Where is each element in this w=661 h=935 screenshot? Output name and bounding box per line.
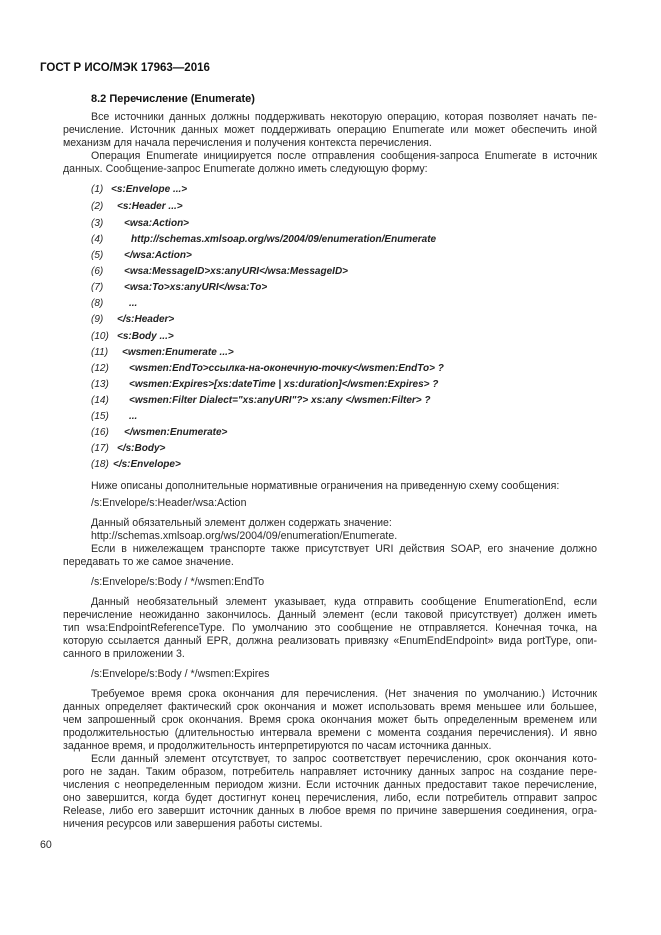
- paragraph-line: санного в приложении 3.: [63, 648, 185, 660]
- paragraph-line: Данный необязательный элемент указывает, куда отправить сообщение EnumerationEnd, если: [91, 596, 597, 608]
- code-line-number: (8): [91, 298, 104, 309]
- code-line-number: (7): [91, 282, 104, 293]
- code-line: [91, 362, 444, 375]
- constraints-intro: Ниже описаны дополнительные нормативные ограничения на приведенную схему сообщения:: [91, 480, 560, 492]
- code-line-text: ...: [129, 298, 138, 309]
- code-line: [91, 313, 174, 326]
- code-line-number: (15): [91, 411, 109, 422]
- section-heading: 8.2 Перечисление (Enumerate): [91, 93, 255, 105]
- code-line-number: (3): [91, 218, 104, 229]
- code-line-text: </wsa:Action>: [124, 250, 192, 261]
- code-line: [91, 217, 189, 230]
- paragraph-line: Данный обязательный элемент должен содержать значение:: [91, 517, 392, 529]
- code-line-number: (5): [91, 250, 104, 261]
- code-line-text: <s:Header ...>: [117, 201, 183, 212]
- paragraph-line: механизм для начала перечисления и получения контекста перечисления.: [63, 137, 432, 149]
- code-line: [91, 183, 187, 196]
- code-line: [91, 394, 431, 407]
- paragraph-line: чем запрошенный срок окончания. Время срока окончания может быть определенным временем или: [63, 714, 597, 726]
- code-line-text: ...: [129, 411, 138, 422]
- page-number: 60: [40, 839, 52, 851]
- code-line-text: <wsmen:Enumerate ...>: [122, 347, 234, 358]
- code-line-number: (1): [91, 184, 104, 195]
- paragraph-line: заданное время, и продолжительность интерпретируются по часам источника данных.: [63, 740, 492, 752]
- code-line: [91, 297, 137, 310]
- document-header: ГОСТ Р ИСО/МЭК 17963—2016: [40, 62, 210, 74]
- paragraph-line: продолжительностью (длительностью интервала времени с момента создания перечисления). И явно: [63, 727, 597, 739]
- code-line-number: (9): [91, 314, 104, 325]
- code-line: [91, 330, 174, 343]
- code-line-text: </wsmen:Enumerate>: [124, 427, 228, 438]
- code-line: [91, 410, 137, 423]
- code-line-number: (4): [91, 234, 104, 245]
- code-line-text: </s:Body>: [117, 443, 166, 454]
- paragraph-line: Все источники данных должны поддерживать некоторую операцию, которая позволяет начать пе-: [91, 111, 597, 123]
- xpath-endto: /s:Envelope/s:Body / */wsmen:EndTo: [91, 576, 265, 588]
- paragraph-line: оно завершится, когда будет достигнут конец перечисления, либо, если потребитель отправит запрос: [63, 792, 597, 804]
- paragraph-line: ничения ресурсов или завершения работы системы.: [63, 818, 323, 830]
- paragraph-line: числения с неопределенным периодом жизни. Если источник данных предоставит такое перечисление,: [63, 779, 597, 791]
- code-line-text: <wsa:MessageID>xs:anyURI</wsa:MessageID>: [124, 266, 348, 277]
- code-line-text: <wsa:Action>: [124, 218, 190, 229]
- paragraph-line: которую ссылается данный EPR, должна реализовать привязку «EnumEndEndpoint» вида portType, опи-: [63, 635, 597, 647]
- paragraph-line: Операция Enumerate инициируется после отправления сообщения-запроса Enumerate в источник: [91, 150, 597, 162]
- paragraph-line: Если в нижележащем транспорте также присутствует URI действия SOAP, его значение должно: [91, 543, 597, 555]
- code-line-number: (12): [91, 363, 109, 374]
- code-line-number: (10): [91, 331, 109, 342]
- code-line-number: (16): [91, 427, 109, 438]
- paragraph-line: данных. Сообщение-запрос Enumerate должно иметь следующую форму:: [63, 163, 428, 175]
- code-line-text: http://schemas.xmlsoap.org/ws/2004/09/enumeration/Enumerate: [131, 234, 437, 245]
- paragraph-line: тип wsa:EndpointReferenceType. По умолчанию это сообщение не отправляется. Конечная точка, на: [63, 622, 597, 634]
- paragraph-line: http://schemas.xmlsoap.org/ws/2004/09/enumeration/Enumerate.: [91, 530, 398, 542]
- code-line-text: </s:Header>: [117, 314, 175, 325]
- code-line: [91, 442, 165, 455]
- code-line-number: (14): [91, 395, 109, 406]
- paragraph-line: речисление. Источник данных может поддерживать операцию Enumerate или может обеспечить иной: [63, 124, 597, 136]
- paragraph-line: Если данный элемент отсутствует, то запрос соответствует перечислению, срок окончания кото-: [91, 753, 597, 765]
- code-line-number: (6): [91, 266, 104, 277]
- code-line-text: <s:Envelope ...>: [111, 184, 188, 195]
- code-line-number: (11): [91, 347, 109, 358]
- code-line-number: (18): [91, 459, 109, 470]
- paragraph-line: передавать то же самое значение.: [63, 556, 234, 568]
- xpath-expires: /s:Envelope/s:Body / */wsmen:Expires: [91, 668, 270, 680]
- code-line-text: <wsmen:Filter Dialect="xs:anyURI"?> xs:any </wsmen:Filter> ?: [129, 395, 431, 406]
- paragraph-line: перечисление неожиданно закончилось. Данный элемент (если таковой присутствует) должен иметь: [63, 609, 597, 621]
- code-line-text: <wsa:To>xs:anyURI</wsa:To>: [124, 282, 268, 293]
- code-line: [91, 378, 438, 391]
- code-line: [91, 281, 267, 294]
- code-line: [91, 233, 436, 246]
- paragraph-line: данных определяет фактический срок окончания и может использовать время меньшее или большее,: [63, 701, 597, 713]
- code-line-number: (2): [91, 201, 104, 212]
- code-line-number: (13): [91, 379, 109, 390]
- code-line-text: <wsmen:EndTo>ссылка-на-оконечную-точку</wsmen:EndTo> ?: [129, 363, 444, 374]
- code-line-number: (17): [91, 443, 109, 454]
- code-line-text: <wsmen:Expires>[xs:dateTime | xs:duration]</wsmen:Expires> ?: [129, 379, 439, 390]
- code-line-text: </s:Envelope>: [113, 459, 181, 470]
- code-line: [91, 200, 183, 213]
- code-line: [91, 458, 181, 471]
- code-line: [91, 426, 227, 439]
- paragraph-line: Требуемое время срока окончания для перечисления. (Нет значения по умолчанию.) Источник: [91, 688, 597, 700]
- xpath-action: /s:Envelope/s:Header/wsa:Action: [91, 497, 247, 509]
- code-line-text: <s:Body ...>: [117, 331, 174, 342]
- paragraph-line: Release, либо его завершит источник данных в любое время по причине завершения соединения, огра-: [63, 805, 597, 817]
- code-line: [91, 249, 192, 262]
- code-line: [91, 265, 348, 278]
- code-line: [91, 346, 234, 359]
- paragraph-line: рого не задан. Таким образом, потребитель направляет источнику данных запрос на создание пере-: [63, 766, 597, 778]
